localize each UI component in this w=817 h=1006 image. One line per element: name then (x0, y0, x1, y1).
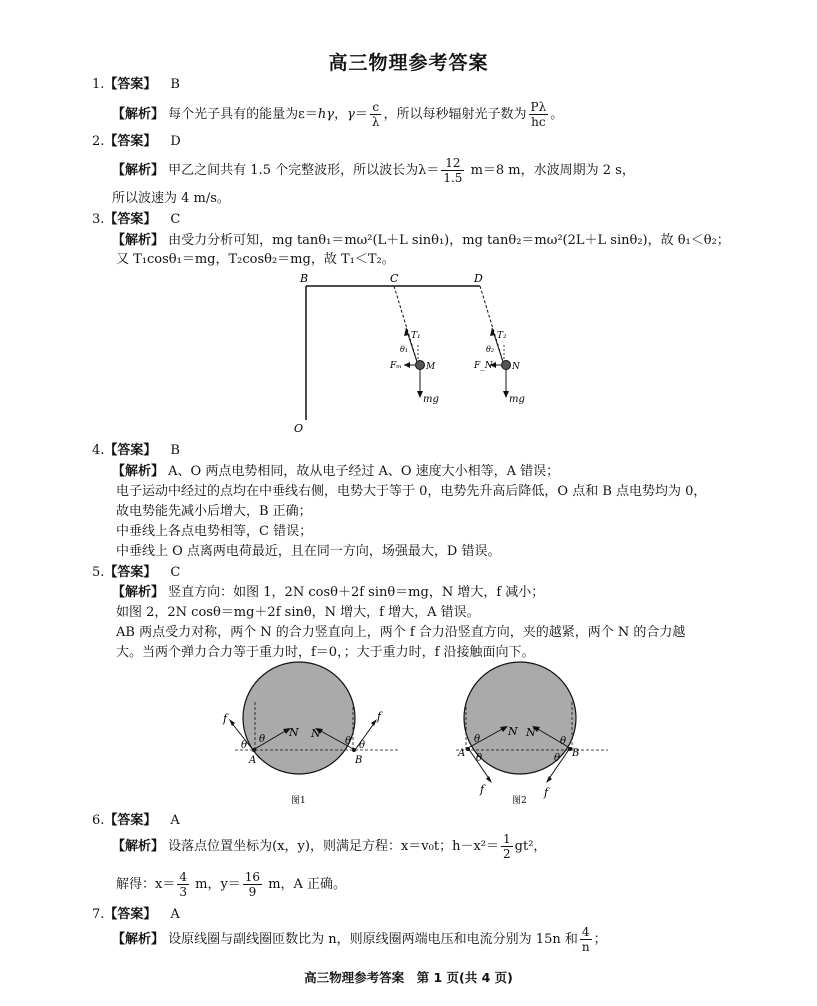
analysis-tag: 【解析】 (112, 464, 165, 479)
label-A: A (458, 748, 466, 759)
q5-number: 5. (92, 565, 105, 580)
q2-text-line2: 所以波速为 4 m/s。 (112, 191, 230, 206)
label-theta2: θ₂ (486, 345, 495, 354)
q1-analysis-line: 【解析】 每个光子具有的能量为ε＝hγ，γ＝ $\frac{c}{\lambda}$ ，所以每秒辐射光子数为 $\frac{P\lambda}{hc}$ 。 (112, 100, 564, 129)
q6-text-2: gt²， (514, 839, 547, 854)
q2-answer-line (92, 133, 181, 151)
q2-analysis-line (112, 156, 635, 186)
q3-text-line2: 又 T₁cosθ₁＝mg，T₂cosθ₂＝mg，故 T₁＜T₂。 (116, 252, 395, 267)
q5-analysis-line (112, 584, 544, 602)
analysis-tag: 【解析】 (112, 585, 165, 600)
label-B: B (355, 755, 363, 766)
label-theta-b1: θ (345, 736, 352, 747)
q4-text-line2: 电子运动中经过的点均在中垂线右侧，电势大于等于 0，电势先升高后降低，O 点和 B 点电势均为 0， (116, 484, 707, 499)
q7-number: 7. (92, 907, 105, 922)
answer-tag: 【答案】 (104, 77, 157, 92)
analysis-tag: 【解析】 (112, 932, 165, 947)
q4-text-line4: 中垂线上各点电势相等，C 错误； (116, 524, 313, 539)
label-N1: N (508, 725, 518, 738)
answer-tag: 【答案】 (104, 134, 157, 149)
q2-text-2: m＝8 m，水波周期为 2 s， (466, 163, 635, 178)
q5-text-1: 竖直方向：如图 1，2N cosθ＋2f sinθ＝mg，N 增大，f 减小； (168, 585, 545, 600)
q1-text-3: ，所以每秒辐射光子数为 (383, 107, 527, 122)
q5-figure-1 (215, 662, 405, 807)
label-M: M (426, 362, 436, 372)
q6-text-1: 设落点位置坐标为(x，y)，则满足方程：x＝v₀t；h－x²＝ (168, 839, 500, 854)
q2-frac-12-1-5: $\frac{12}{1.5}$ (443, 156, 463, 185)
label-theta-b1: θ (560, 736, 567, 747)
q6-sol-1: 解得：x＝ (116, 877, 176, 892)
label-T2: T₂ (497, 331, 507, 341)
label-N2: N (311, 727, 321, 740)
q1-answer-line (92, 76, 180, 94)
q1-text-2: ， (334, 107, 348, 122)
label-mg2: mg (509, 394, 525, 405)
q6-number: 6. (92, 813, 105, 828)
q6-frac-1-2: $\frac{1}{2}$ (503, 832, 511, 861)
q4-text-1: A、O 两点电势相同，故从电子经过 A、O 速度大小相等，A 错误； (168, 464, 560, 479)
analysis-tag: 【解析】 (112, 163, 165, 178)
q1-answer: B (170, 77, 180, 92)
label-f1: f (480, 783, 485, 796)
ball-N (502, 361, 511, 370)
label-theta-a1: θ (474, 734, 481, 745)
label-B: B (572, 748, 580, 759)
q3-number: 3. (92, 212, 105, 227)
label-f2: f (544, 786, 549, 799)
q1-frac-c-lambda: $\frac{c}{\lambda}$ (371, 100, 380, 129)
label-f2: f (377, 710, 382, 723)
label-FN: F_N (474, 361, 493, 371)
label-O: O (294, 422, 304, 435)
label-FM: Fₘ (390, 361, 402, 371)
q6-analysis-line (112, 832, 546, 862)
label-N2: N (526, 726, 536, 739)
analysis-tag: 【解析】 (112, 107, 165, 122)
q6-answer: A (170, 813, 180, 828)
label-mg1: mg (423, 394, 439, 405)
q4-text-line5: 中垂线上 O 点离两电荷最近，且在同一方向，场强最大，D 错误。 (116, 544, 501, 559)
label-theta-a2: θ (259, 734, 266, 745)
label-A: A (249, 755, 257, 766)
q4-answer-line (92, 442, 180, 460)
q4-text-line3: 故电势能先减小后增大，B 正确； (116, 504, 312, 519)
q6-answer-line (92, 812, 180, 830)
q2-answer: D (170, 134, 181, 149)
label-theta-b2: θ (554, 753, 561, 764)
q3-text-1: 由受力分析可知，mg tanθ₁＝mω²(L＋L sinθ₁)，mg tanθ₂＝mω²(2L＋L sinθ₂)，故 θ₁＜θ₂； (168, 233, 730, 248)
disk-1 (243, 662, 355, 774)
q3-analysis-line (112, 232, 730, 250)
answer-tag: 【答案】 (104, 212, 157, 227)
label-B: B (300, 272, 309, 285)
label-D: D (474, 272, 483, 285)
page-title: 高三物理参考答案 (328, 52, 489, 74)
q5-answer-line (92, 564, 180, 582)
q3-figure (280, 270, 550, 440)
label-theta1: θ₁ (400, 345, 409, 354)
q7-answer: A (170, 907, 180, 922)
q1-text-4: 。 (550, 107, 564, 122)
label-N1: N (289, 726, 299, 739)
ball-M (416, 361, 425, 370)
q7-text-2: ； (593, 932, 607, 947)
q3-answer: C (170, 212, 181, 227)
label-T1: T₁ (411, 331, 421, 341)
q5-figure-2 (448, 662, 638, 807)
q1-frac-p-lambda-hc: $\frac{P\lambda}{hc}$ (530, 100, 547, 129)
q6-frac-16-9: $\frac{16}{9}$ (244, 870, 261, 899)
q2-number: 2. (92, 134, 105, 149)
fig2-caption: 图2 (512, 796, 527, 806)
q2-text-1: 甲乙之间共有 1.5 个完整波形，所以波长为λ＝ (168, 163, 440, 178)
q5-text-line3: AB 两点受力对称，两个 N 的合力竖直向上，两个 f 合力沿竖直方向，夹的越紧，两个 N 的合力越 (116, 625, 686, 640)
q7-analysis-line (112, 925, 607, 955)
page-footer: 高三物理参考答案 第 1 页(共 4 页) (304, 970, 513, 985)
q6-frac-4-3: $\frac{4}{3}$ (179, 870, 187, 899)
answer-tag: 【答案】 (104, 907, 157, 922)
label-theta-a1: θ (241, 740, 248, 751)
answer-tag: 【答案】 (104, 565, 157, 580)
q7-answer-line (92, 906, 180, 924)
label-f1: f (223, 712, 228, 725)
q1-number: 1. (92, 77, 105, 92)
q6-sol-3: m，A 正确。 (264, 877, 347, 892)
analysis-tag: 【解析】 (112, 839, 165, 854)
q4-analysis-line (112, 463, 559, 481)
label-C: C (390, 272, 399, 285)
q5-answer: C (170, 565, 181, 580)
answer-tag: 【答案】 (104, 813, 157, 828)
q3-answer-line (92, 211, 180, 229)
q5-text-line2: 如图 2，2N cosθ＝mg＋2f sinθ，N 增大，f 增大，A 错误。 (116, 605, 480, 620)
q4-answer: B (170, 443, 180, 458)
label-N: N (512, 362, 520, 372)
q7-text-1: 设原线圈与副线圈匝数比为 n，则原线圈两端电压和电流分别为 15n 和 (168, 932, 578, 947)
q7-frac-4-n: $\frac{4}{n}$ (581, 925, 590, 954)
label-theta-a2: θ (476, 753, 483, 764)
answer-tag: 【答案】 (104, 443, 157, 458)
q6-solution-line (116, 870, 346, 900)
q6-sol-2: m，y＝ (190, 877, 241, 892)
q4-number: 4. (92, 443, 105, 458)
analysis-tag: 【解析】 (112, 233, 165, 248)
q1-text-1: 每个光子具有的能量为ε＝ (168, 107, 318, 122)
q5-text-line4: 大。当两个弹力合力等于重力时，f＝0，；大于重力时，f 沿接触面向下。 (116, 645, 535, 660)
label-theta-b2: θ (359, 740, 366, 751)
fig1-caption: 图1 (291, 796, 306, 806)
